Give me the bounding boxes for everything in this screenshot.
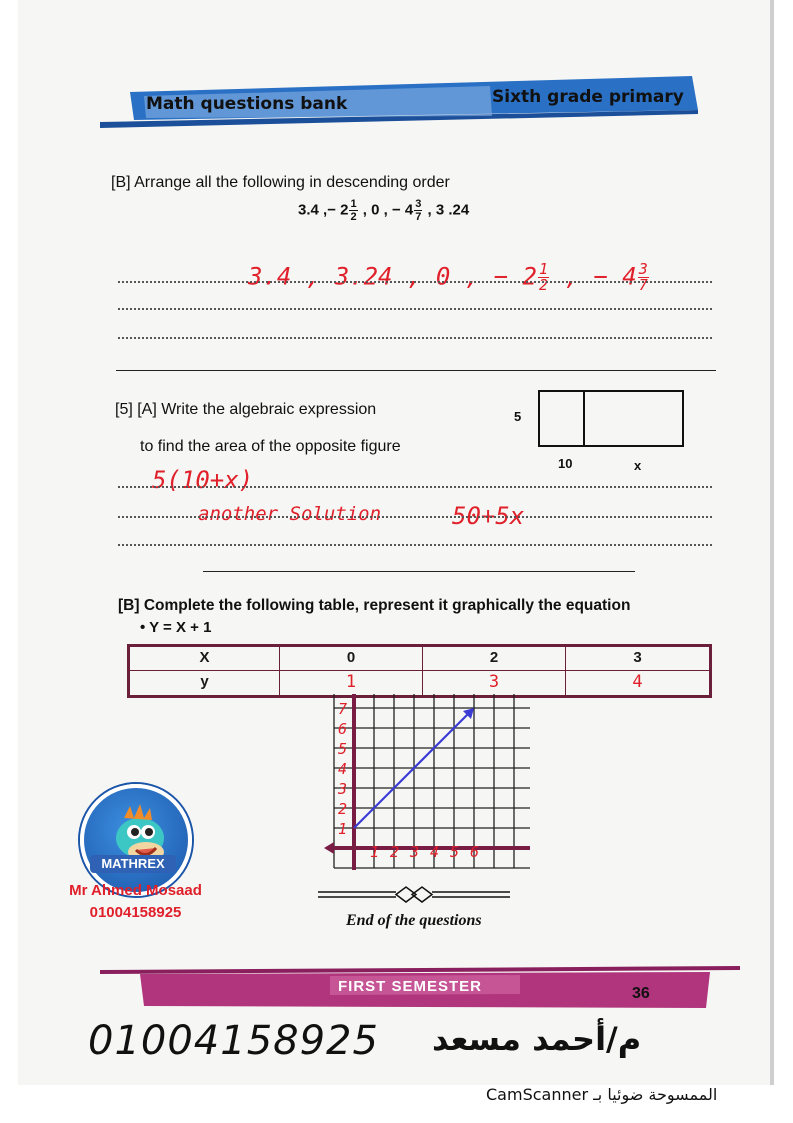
table-row-y-label: y [130, 671, 280, 695]
y-tick-label: 7 [338, 700, 348, 718]
logo-name-banner: MATHREX [90, 855, 176, 873]
handwritten-phone: 01004158925 [88, 1018, 379, 1064]
section-divider [116, 370, 716, 371]
answer-line [118, 281, 712, 283]
figure-base-label-x: x [634, 458, 642, 473]
question-3-equation: • Y = X + 1 [140, 619, 212, 636]
footer-semester: FIRST SEMESTER [338, 978, 483, 995]
header-right-title: Sixth grade primary [492, 87, 684, 107]
y-tick-label: 6 [338, 720, 348, 738]
answer-line [118, 337, 712, 339]
table-cell-x: 2 [423, 647, 566, 671]
question-2-prompt: [5] [A] Write the algebraic expression [115, 401, 377, 418]
x-tick-label: 4 [430, 843, 440, 861]
x-tick-label: 5 [450, 843, 460, 861]
question-2-answer-1: 5(10+x) [152, 466, 254, 494]
rectangle-figure [538, 390, 684, 448]
x-tick-label: 6 [470, 843, 480, 861]
y-tick-label: 1 [338, 820, 348, 838]
x-axis-arrow [324, 842, 334, 854]
values-table [127, 644, 712, 698]
table-row-x-label: X [130, 647, 280, 671]
y-tick-label: 5 [338, 740, 348, 758]
camscanner-note: CamScanner الممسوحة ضوئيا بـ [486, 1085, 718, 1104]
y-tick-label: 3 [338, 780, 348, 798]
table-cell-y: 4 [632, 672, 643, 692]
answer-line [118, 516, 712, 518]
answer-line [118, 308, 712, 310]
fraction-one-half: $\frac{1}{2}$ [350, 198, 357, 223]
dinosaur-icon [84, 788, 188, 892]
figure-base-label-10: 10 [558, 456, 573, 471]
table-cell-x: 3 [566, 647, 709, 671]
equation-line [354, 714, 468, 828]
figure-side-label: 5 [514, 409, 522, 424]
page-edge-shadow [770, 0, 774, 1085]
question-3-prompt: [B] Complete the following table, represent it graphically the equation [118, 597, 631, 614]
question-2-answer-2: 50+5x [452, 502, 525, 530]
mathrex-logo [80, 784, 192, 896]
table-cell-y: 1 [280, 671, 423, 695]
author-name: Mr Ahmed Mosaad [69, 882, 202, 899]
y-tick-label: 2 [338, 800, 348, 818]
question-1-numbers: 3.4 ,− 2 $\frac{1}{2}$ , 0 , − 4 $\frac{3}{7}$ , 3 .24 [298, 198, 470, 223]
question-2-prompt-line2: to find the area of the opposite figure [140, 438, 401, 455]
fraction-three-sevenths: $\frac{3}{7}$ [415, 198, 422, 223]
table-cell-y: 3 [423, 671, 566, 695]
section-divider [203, 571, 635, 572]
handwritten-name: م/أحمد مسعد [432, 1020, 642, 1058]
page-number: 36 [632, 985, 650, 1002]
x-tick-label: 2 [390, 843, 400, 861]
question-1-prompt: [B] Arrange all the following in descending order [111, 174, 450, 191]
answer-line [118, 544, 712, 546]
y-tick-label: 4 [338, 760, 348, 778]
x-tick-label: 3 [410, 843, 420, 861]
end-ornament [316, 884, 512, 906]
header-left-title: Math questions bank [146, 94, 348, 114]
answer-line [118, 486, 712, 488]
end-of-questions: End of the questions [346, 912, 482, 929]
table-cell-x: 0 [280, 647, 423, 671]
question-1-handwritten-answer: 3.4 , 3.24 , 0 , − 2 $\frac{1}{2}$ , − 4 $\frac{3}{7}$ [248, 260, 648, 294]
author-phone: 01004158925 [89, 904, 182, 921]
question-2-answer-2-label: another Solution [198, 503, 382, 525]
x-tick-label: 1 [370, 843, 380, 861]
coordinate-grid [314, 694, 530, 874]
